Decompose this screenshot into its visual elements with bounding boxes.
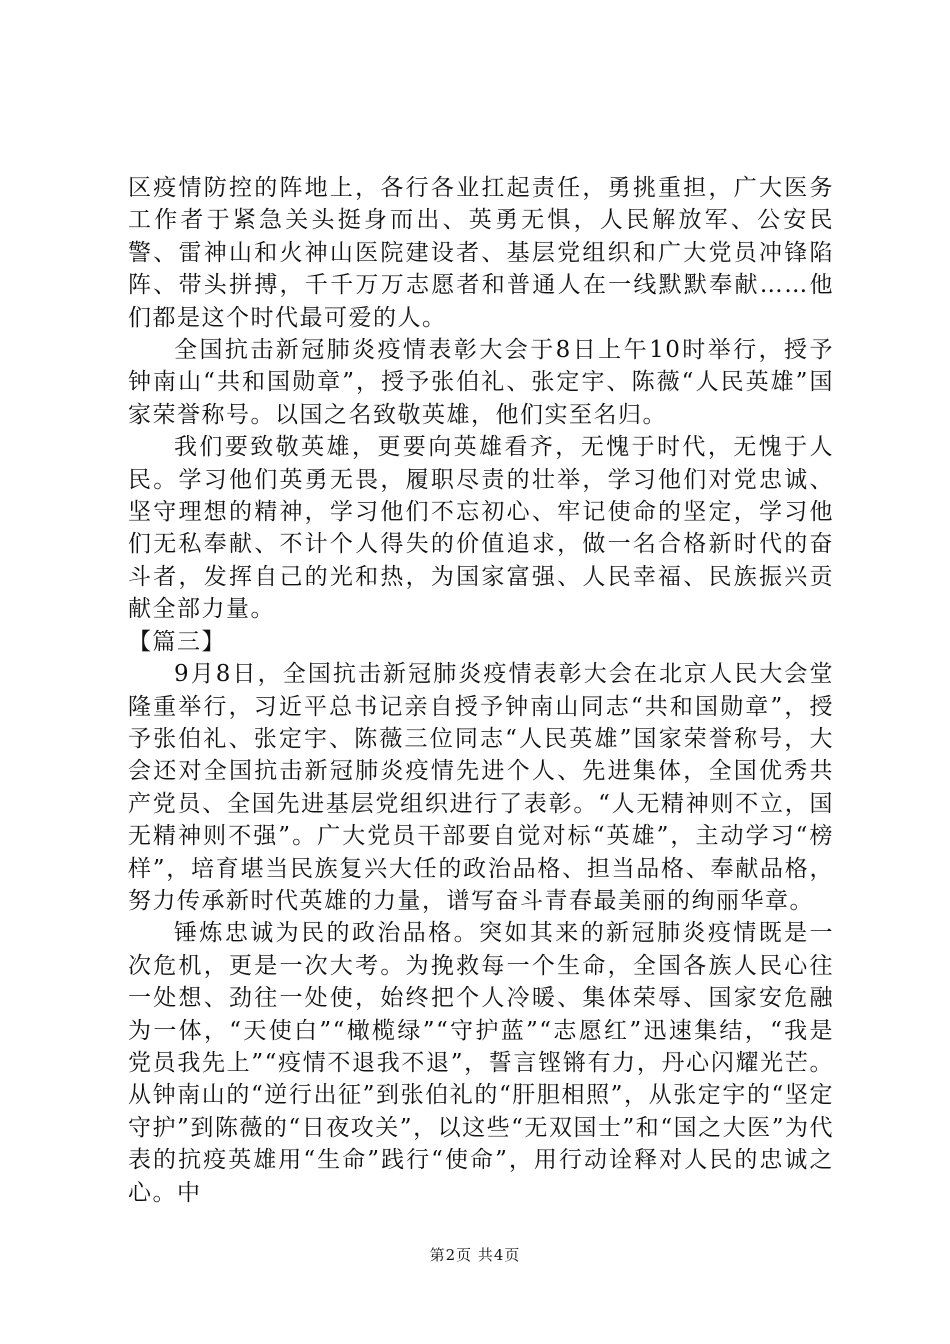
paragraph-award-ceremony: 全国抗击新冠肺炎疫情表彰大会于8日上午10时举行，授予钟南山“共和国勋章”，授予张伯礼、张定宇、陈薇“人民英雄”国家荣誉称号。以国之名致敬英雄，他们实至名归。: [128, 337, 834, 428]
section-heading: 【篇三】: [128, 628, 226, 655]
paragraph-continued: 区疫情防控的阵地上，各行各业扛起责任，勇挑重担，广大医务工作者于紧急关头挺身而出、英勇无惧，人民解放军、公安民警、雷神山和火神山医院建设者、基层党组织和广大党员冲锋陷阵、带头拼搏，千千万万志愿者和普通人在一线默默奉献……他们都是这个时代最可爱的人。: [128, 175, 834, 331]
paragraph-political-character: 锤炼忠诚为民的政治品格。突如其来的新冠肺炎疫情既是一次危机，更是一次大考。为挽救每一个生命，全国各族人民心往一处想、劲往一处使，始终把个人冷暖、集体荣辱、国家安危融为一体，“天使白”“橄榄绿”“守护蓝”“志愿红”迅速集结，“我是党员我先上”“疫情不退我不退”，誓言铿锵有力，丹心闪耀光芒。从钟南山的“逆行出征”到张伯礼的“肝胆相照”，从张定宇的“坚定守护”到陈薇的“日夜攻关”，以这些“无双国士”和“国之大医”为代表的抗疫英雄用“生命”践行“使命”，用行动诠释对人民的忠诚之心。中: [128, 920, 834, 1206]
page-footer: 第2页 共4页: [429, 1246, 521, 1264]
paragraph-salute-heroes: 我们要致敬英雄，更要向英雄看齐，无愧于时代，无愧于人民。学习他们英勇无畏，履职尽责的壮举，学习他们对党忠诚、坚守理想的精神，学习他们不忘初心、牢记使命的坚定，学习他们无私奉献、不计个人得失的价值追求，做一名合格新时代的奋斗者，发挥自己的光和热，为国家富强、人民幸福、民族振兴贡献全部力量。: [128, 434, 834, 623]
paragraph-section-three-intro: 9月8日，全国抗击新冠肺炎疫情表彰大会在北京人民大会堂隆重举行，习近平总书记亲自授予钟南山同志“共和国勋章”，授予张伯礼、张定宇、陈薇三位同志“人民英雄”国家荣誉称号，大会还对全国抗击新冠肺炎疫情先进个人、先进集体，全国优秀共产党员、全国先进基层党组织进行了表彰。“人无精神则不立，国无精神则不强”。广大党员干部要自觉对标“英雄”，主动学习“榜样”，培育堪当民族复兴大任的政治品格、担当品格、奉献品格，努力传承新时代英雄的力量，谱写奋斗青春最美丽的绚丽华章。: [128, 661, 834, 914]
document-body: [128, 172, 834, 1209]
